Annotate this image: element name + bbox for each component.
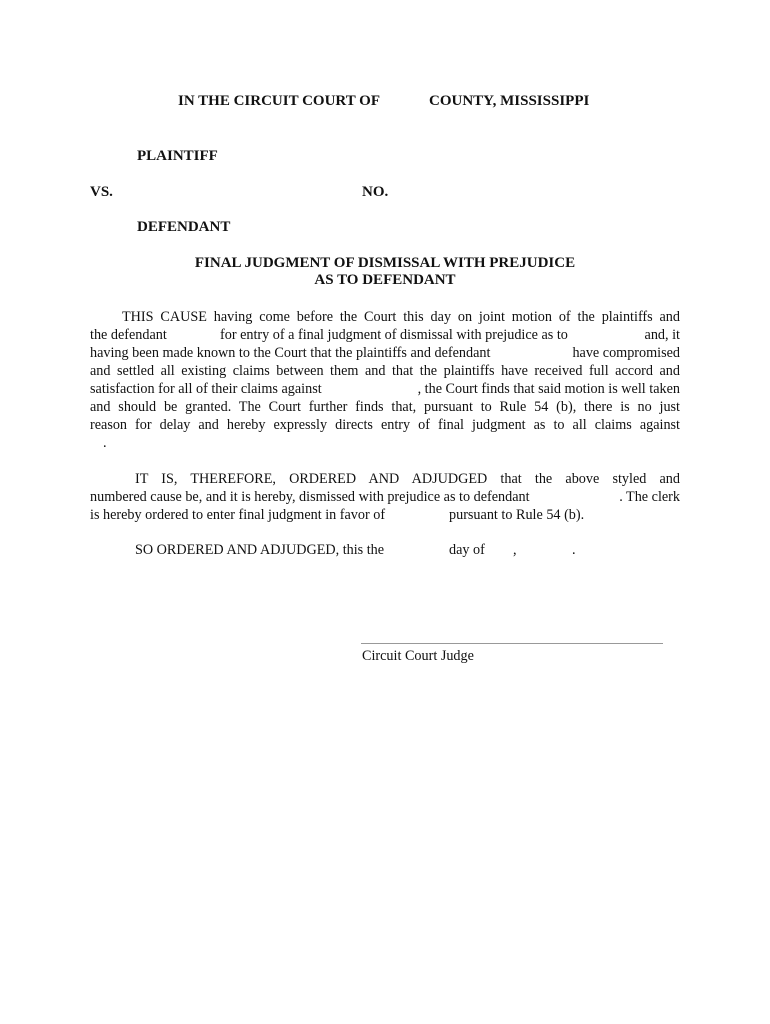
para1-line5-a: satisfaction for all of their claims against	[90, 381, 322, 397]
para1-line2-b: for entry of a final judgment of dismissal with prejudice as to	[220, 327, 568, 343]
court-heading-right: COUNTY, MISSISSIPPI	[429, 93, 590, 109]
para2-line2	[90, 488, 680, 506]
para1-line6: and should be granted. The Court further finds that, pursuant to Rule 54 (b), there is no just	[90, 399, 680, 415]
para2-line3	[90, 506, 680, 524]
para1-line8: .	[103, 435, 107, 451]
para1-line2	[90, 326, 680, 344]
para1-line5-b: , the Court finds that said motion is well taken	[417, 381, 680, 397]
paragraph-findings	[90, 308, 680, 452]
para2-line1: IT IS, THEREFORE, ORDERED AND ADJUDGED that the above styled and	[135, 471, 680, 487]
para2-line3-b: pursuant to Rule 54 (b).	[449, 507, 585, 523]
date-period: .	[572, 542, 576, 558]
defendant-label: DEFENDANT	[137, 219, 231, 235]
court-heading-left: IN THE CIRCUIT COURT OF	[178, 93, 381, 109]
signature-line	[361, 643, 663, 644]
para2-line2-b: . The clerk	[619, 489, 680, 505]
document-title-line1: FINAL JUDGMENT OF DISMISSAL WITH PREJUDICE	[194, 255, 576, 271]
date-comma: ,	[513, 542, 517, 558]
para1-line2-c: and, it	[644, 327, 680, 343]
para1-line1: THIS CAUSE having come before the Court this day on joint motion of the plaintiffs and	[122, 309, 680, 325]
versus-label: VS.	[90, 184, 113, 200]
paragraph-order	[90, 470, 680, 524]
para1-line3-a: having been made known to the Court that the plaintiffs and defendant	[90, 345, 491, 361]
plaintiff-label: PLAINTIFF	[137, 148, 218, 164]
para1-line5	[90, 380, 680, 398]
day-of-text: day of	[449, 542, 485, 558]
so-ordered-text: SO ORDERED AND ADJUDGED, this the	[135, 542, 385, 558]
para1-line3	[90, 344, 680, 362]
document-title-line2: AS TO DEFENDANT	[314, 272, 456, 288]
para1-line2-a: the defendant	[90, 327, 167, 343]
para1-line7: reason for delay and hereby expressly directs entry of final judgment as to all claims against	[90, 417, 680, 433]
para2-line2-a: numbered cause be, and it is hereby, dismissed with prejudice as to defendant	[90, 489, 530, 505]
para1-line3-b: have compromised	[572, 345, 680, 361]
case-number-label: NO.	[362, 184, 389, 200]
para2-line3-a: is hereby ordered to enter final judgment in favor of	[90, 507, 386, 523]
judge-signature-label: Circuit Court Judge	[362, 648, 474, 664]
para1-line4: and settled all existing claims between them and that the plaintiffs have received full accord and	[90, 363, 680, 379]
